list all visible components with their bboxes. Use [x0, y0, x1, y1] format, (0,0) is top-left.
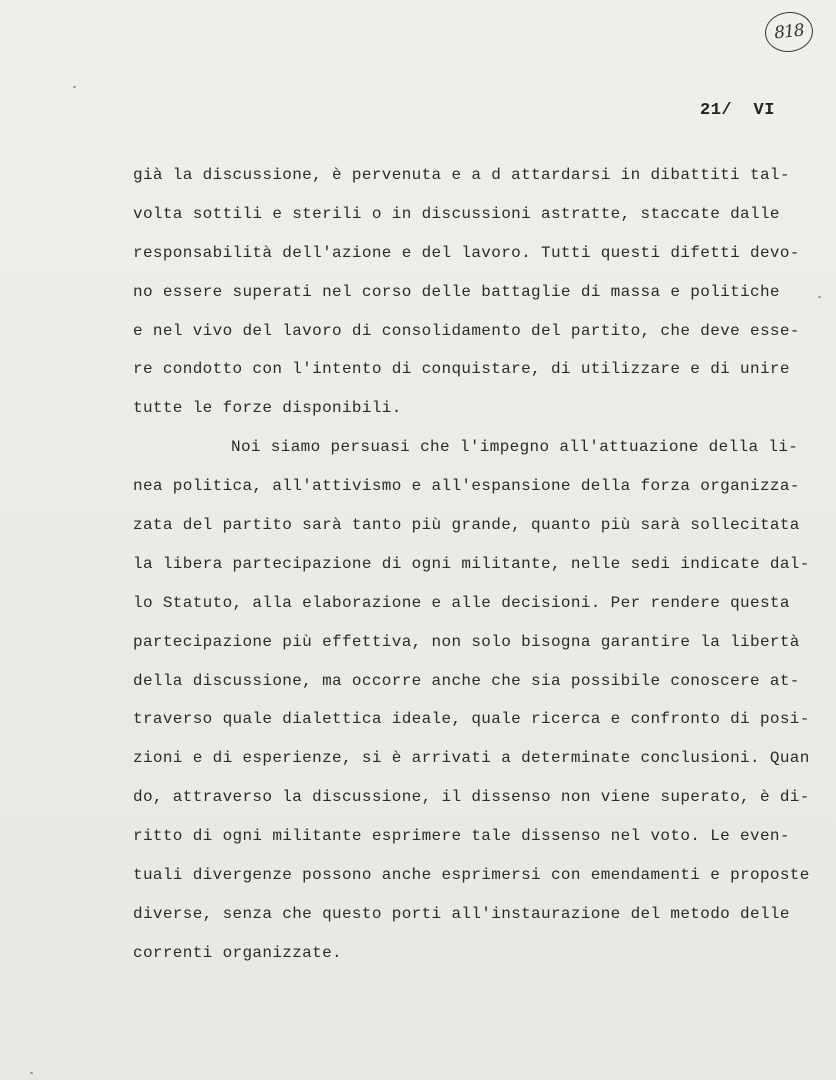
text-line: do, attraverso la discussione, il dissenso non viene superato, è di-: [133, 788, 810, 807]
text-line: ritto di ogni militante esprimere tale dissenso nel voto. Le even-: [133, 827, 790, 846]
text-line: traverso quale dialettica ideale, quale ricerca e confronto di posi-: [133, 710, 810, 729]
text-line: zata del partito sarà tanto più grande, quanto più sarà sollecitata: [133, 516, 800, 535]
paper-speck: [818, 296, 821, 298]
text-line: della discussione, ma occorre anche che sia possibile conoscere at-: [133, 671, 800, 690]
text-line: tuali divergenze possono anche esprimersi con emendamenti e proposte: [133, 866, 810, 885]
text-line: tutte le forze disponibili.: [133, 399, 402, 418]
text-line: e nel vivo del lavoro di consolidamento del partito, che deve esse-: [133, 321, 800, 340]
text-line: la libera partecipazione di ogni militante, nelle sedi indicate dal-: [133, 554, 810, 573]
text-line: già la discussione, è pervenuta e a d attardarsi in dibattiti tal-: [133, 166, 790, 184]
text-line: no essere superati nel corso delle battaglie di massa e politiche: [133, 282, 780, 301]
paper-speck: [30, 1072, 33, 1074]
text-line: nea politica, all'attivismo e all'espansione della forza organizza-: [133, 477, 800, 496]
paragraph-start-line: Noi siamo persuasi che l'impegno all'attuazione della li-: [231, 438, 799, 457]
text-line: zioni e di esperienze, si è arrivati a determinate conclusioni. Quan: [133, 749, 810, 768]
text-line: partecipazione più effettiva, non solo bisogna garantire la libertà: [133, 632, 800, 651]
archive-stamp: [763, 10, 815, 55]
text-line: volta sottili e sterili o in discussioni astratte, staccate dalle: [133, 204, 780, 223]
page-number: 21/ VI: [700, 101, 775, 120]
text-line: lo Statuto, alla elaborazione e alle decisioni. Per rendere questa: [133, 593, 790, 612]
paper-speck: [73, 86, 76, 88]
text-line: responsabilità dell'azione e del lavoro. Tutti questi difetti devo-: [133, 243, 800, 262]
text-line: re condotto con l'intento di conquistare, di utilizzare e di unire: [133, 360, 790, 379]
archive-stamp-number: 818: [773, 20, 805, 44]
text-line: diverse, senza che questo porti all'instaurazione del metodo delle: [133, 904, 790, 923]
text-line: correnti organizzate.: [133, 943, 342, 962]
document-body: [133, 160, 810, 977]
